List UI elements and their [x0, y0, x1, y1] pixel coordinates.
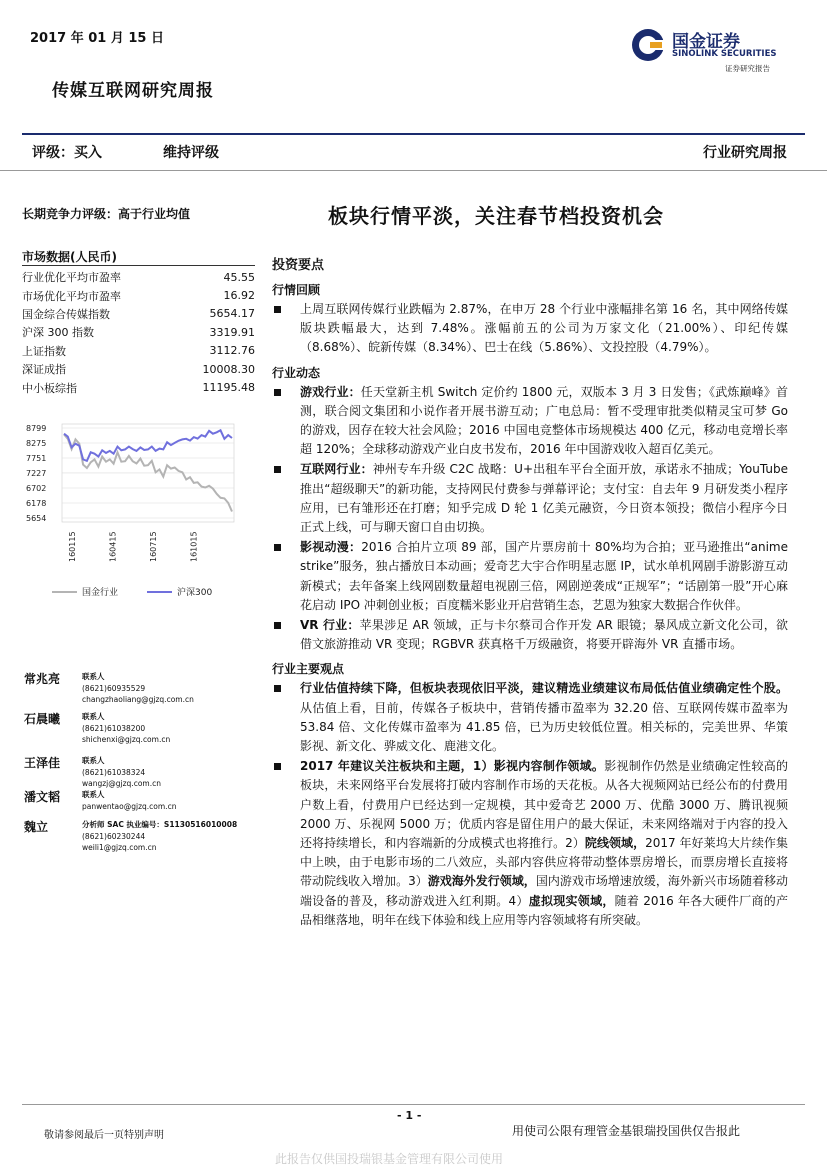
y-tick-label: 8275 [26, 438, 47, 448]
rating-action: 维持评级 [163, 145, 219, 161]
y-tick-label: 8799 [26, 424, 47, 433]
market-data-table [22, 268, 255, 397]
x-tick-label: 160715 [149, 531, 158, 562]
section-main-views: 行业主要观点 [272, 662, 345, 677]
contact-name: 常兆亮 [24, 672, 61, 686]
list-item: VR 行业：苹果涉足 AR 领域，正与卡尔蔡司合作开发 AR 眼镜；暴风成立新文化公司，欲借文旅游推动 VR 变现；RGBVR 获真格千万级融资，将要开辟海外 VR 直播市场。 [272, 616, 788, 654]
market-data-title: 市场数据(人民币) [22, 250, 117, 264]
list-item: 互联网行业：神州专车升级 C2C 战略：U+出租车平台全面开放，承诺永不抽成；YouTube 推出“超级聊天”的新功能，支持网民付费参与弹幕评论；支付宝：自去年 9 月研发类小程序应用，已有雏形还在打磨；知乎完成 D 轮 1 亿美元融资，今日资本领投；微信小程序今日正式上线，可与聊天窗口自由切换。 [272, 460, 788, 537]
y-tick-label: 6178 [26, 499, 47, 509]
contact-name: 王泽佳 [24, 756, 61, 770]
contact-email[interactable]: weili1@gjzq.com.cn [82, 843, 157, 852]
contact-email[interactable]: shichenxi@gjzq.com.cn [82, 735, 171, 744]
contact-name: 潘文韬 [24, 790, 61, 804]
logo-mark-icon [630, 27, 666, 63]
sinolink-logo [630, 25, 800, 75]
rating-label: 评级：买入 [32, 145, 102, 161]
contact-name: 石晨曦 [24, 712, 61, 726]
contact-email[interactable]: panwentao@gjzq.com.cn [82, 801, 177, 811]
watermark: 此报告仅供国投瑞银基金管理有限公司使用 [275, 1152, 504, 1166]
y-tick-label: 7751 [26, 453, 47, 463]
footer-disclaimer: 敬请参阅最后一页特别声明 [44, 1130, 164, 1141]
list-item: 行业估值持续下降，但板块表现依旧平淡，建议精选业绩建议布局低估值业绩确定性个股。从估值上看，目前，传媒各子板块中，营销传播市盈率为 32.20 倍、互联网传媒市盈率为 53.84 倍、文化传媒市盈率为 41.85 倍，已为历史较低位置。相关标的，完美世界、华策影视、新文化、骅威文化、鹿港文化。 [272, 679, 788, 756]
table-row: 沪深 300 指数 3319.91 [22, 325, 255, 340]
page-number: - 1 - [397, 1109, 422, 1122]
table-row: 行业优化平均市盈率 45.55 [22, 270, 255, 285]
index-line-chart [22, 410, 255, 610]
list-item: 影视动漫：2016 合拍片立项 89 部，国产片票房前十 80%均为合拍；亚马逊推出“anime strike”服务，独占播放日本动画；爱奇艺大宇合作明星志愿 IP，试水单机网剧手游影游互动新模式；去年备案上线网剧数量超电视剧三倍，网剧逆袭成“正规军”；“话剧第一股”开心麻花启动 IPO 冲刺创业板；百度糯米影业开启营销生态，艺恩为独家大数据合作伙伴。 [272, 538, 788, 615]
bullet-icon [274, 466, 281, 473]
bullet-icon [274, 685, 281, 692]
bullet-icon [274, 544, 281, 551]
contact-email[interactable]: wangzj@gjzq.com.cn [82, 779, 161, 788]
report-type-title: 传媒互联网研究周报 [52, 81, 214, 101]
table-row: 市场优化平均市盈率 16.92 [22, 289, 255, 303]
x-tick-label: 160115 [68, 531, 77, 562]
table-row: 深证成指 10008.30 [22, 362, 255, 377]
y-tick-label: 7227 [26, 468, 47, 478]
x-tick-label: 160415 [108, 531, 118, 562]
legend-label: 沪深300 [177, 588, 213, 598]
main-content [272, 254, 788, 931]
logo-cn: 国金证券 [672, 32, 740, 52]
contact-name: 魏立 [24, 820, 49, 834]
list-item: 上周互联网传媒行业跌幅为 2.87%，在申万 28 个行业中涨幅排名第 16 名，其中网络传媒版块跌幅最大，达到 7.48%。涨幅前五的公司为万家文化（21.00%）、印纪传媒（8.68%）、皖新传媒（8.34%）、巴士在线（5.86%）、文投控股（4.79%）。 [272, 300, 788, 358]
section-market-review: 行情回顾 [272, 283, 321, 297]
table-row: 中小板综指 11195.48 [22, 381, 255, 395]
contact-email[interactable]: changzhaoliang@gjzq.com.cn [82, 695, 194, 704]
report-date: 2017 年 01 月 15 日 [30, 31, 164, 46]
bullet-icon [274, 622, 281, 629]
logo-subtitle: 证券研究报告 [725, 64, 770, 73]
logo-en: SINOLINK SECURITIES [672, 49, 777, 59]
headline: 板块行情平淡，关注春节档投资机会 [328, 204, 664, 228]
bullet-icon [274, 389, 281, 396]
section-industry-news: 行业动态 [272, 365, 321, 380]
investment-highlights-title: 投资要点 [272, 258, 325, 273]
footer-notice: 用使司公限有理管金基银瑞投国供仅告报此 [512, 1124, 741, 1138]
header-rule [22, 133, 805, 135]
legend-label: 国金行业 [82, 588, 119, 598]
header-divider [0, 170, 827, 171]
bullet-icon [274, 763, 281, 770]
footer-rule [22, 1104, 805, 1105]
market-data-rule [22, 265, 255, 266]
list-item: 2017 年建议关注板块和主题，1）影视内容制作领域。影视制作仍然是业绩确定性较高的板块，未来网络平台发展将打破内容制作市场的天花板。从各大视频网站已经公布的付费用户数上看，付费用户已经达到一定规模，其中爱奇艺 2000 万、优酷 3000 万、腾讯视频 2000 万、乐视网 5000 万；优质内容是留住用户的最大保证，未来网络端对于内容的投入还将持续增长，和内容端新的分成模式也将推行。2）院线领域，2017 年好莱坞大片续作集中上映，由于电影市场的二八效应，头部内容供应将带动整体票房增长，而票房增长直接将带动院线收入增加。3）游戏海外发行领域，国内游戏市场增速放缓，海外新兴市场随着移动端设备的普及，移动游戏进入红利期。4）虚拟现实领域，随着 2016 年各大硬件厂商的产品相继落地，明年在线下体验和线上应用等内容领域将有所突破。 [272, 757, 788, 930]
y-tick-label: 5654 [26, 514, 47, 523]
series-line [64, 430, 232, 461]
table-row: 国金综合传媒指数 5654.17 [22, 307, 255, 321]
long-term-rating: 长期竞争力评级：高于行业均值 [22, 207, 191, 221]
table-row: 上证指数 3112.76 [22, 344, 255, 358]
list-item: 游戏行业：任天堂新主机 Switch 定价约 1800 元，双版本 3 月 3 日发售；《武炼巅峰》首测，联合阅文集团和小说作者开展书游互动；广电总局：暂不受理审批类似精灵宝可梦 Go 的游戏，因存在较大社会风险；2016 中国电竞整体市场规模达 400 亿元，移动电竞增长率超 120%；全球移动游戏产业白皮书发布，2016 年中国游戏收入超百亿美元。 [272, 383, 788, 460]
industry-report-label: 行业研究周报 [703, 145, 787, 161]
bullet-icon [274, 306, 281, 313]
y-tick-label: 6702 [26, 484, 47, 494]
x-tick-label: 161015 [189, 531, 199, 562]
